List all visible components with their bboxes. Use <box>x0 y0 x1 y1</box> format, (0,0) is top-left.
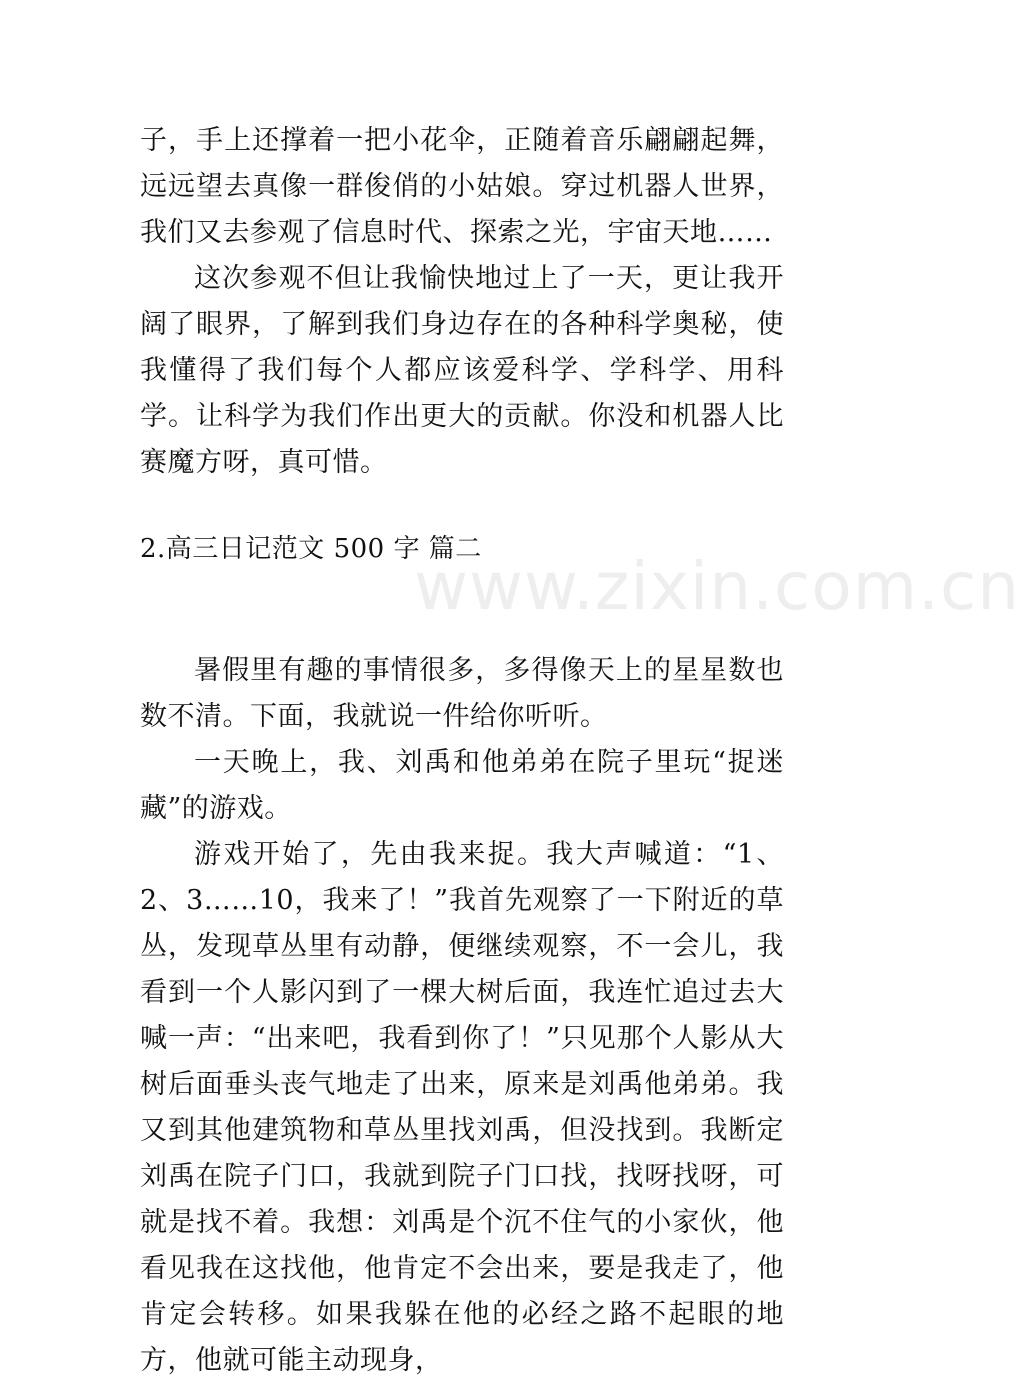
paragraph-intro: 暑假里有趣的事情很多，多得像天上的星星数也数不清。下面，我就说一件给你听听。 <box>140 655 784 732</box>
paragraph-game-setup: 一天晚上，我、刘禹和他弟弟在院子里玩“捉迷藏”的游戏。 <box>140 747 784 824</box>
paragraph-game-story: 游戏开始了，先由我来捉。我大声喊道：“1、2、3……10，我来了！”我首先观察了一下附近的草丛，发现草丛里有动静，便继续观察，不一会儿，我看到一个人影闪到了一棵大树后面，我连忙追过去大喊一声：“出来吧，我看到你了！”只见那个人影从大树后面垂头丧气地走了出来，原来是刘禹他弟弟。我又到其他建筑物和草丛里找刘禹，但没找到。我断定刘禹在院子门口，我就到院子门口找，找呀找呀，可就是找不着。我想：刘禹是个沉不住气的小家伙，他看见我在这找他，他肯定不会出来，要是我走了，他肯定会转移。如果我躲在他的必经之路不起眼的地方，他就可能主动现身， <box>140 839 784 1376</box>
watermark-text: www.zixin.com.cn <box>414 548 1020 625</box>
section-heading: 2.高三日记范文 500 字 篇二 <box>140 534 482 564</box>
paragraph-visit-summary: 这次参观不但让我愉快地过上了一天，更让我开阔了眼界，了解到我们身边存在的各种科学奥秘，使我懂得了我们每个人都应该爱科学、学科学、用科学。让科学为我们作出更大的贡献。你没和机器人比赛魔方呀，真可惜。 <box>140 263 784 478</box>
document-body <box>140 118 784 1384</box>
paragraph-continued: 子，手上还撑着一把小花伞，正随着音乐翩翩起舞，远远望去真像一群俊俏的小姑娘。穿过机器人世界，我们又去参观了信息时代、探索之光，宇宙天地…… <box>140 125 784 248</box>
